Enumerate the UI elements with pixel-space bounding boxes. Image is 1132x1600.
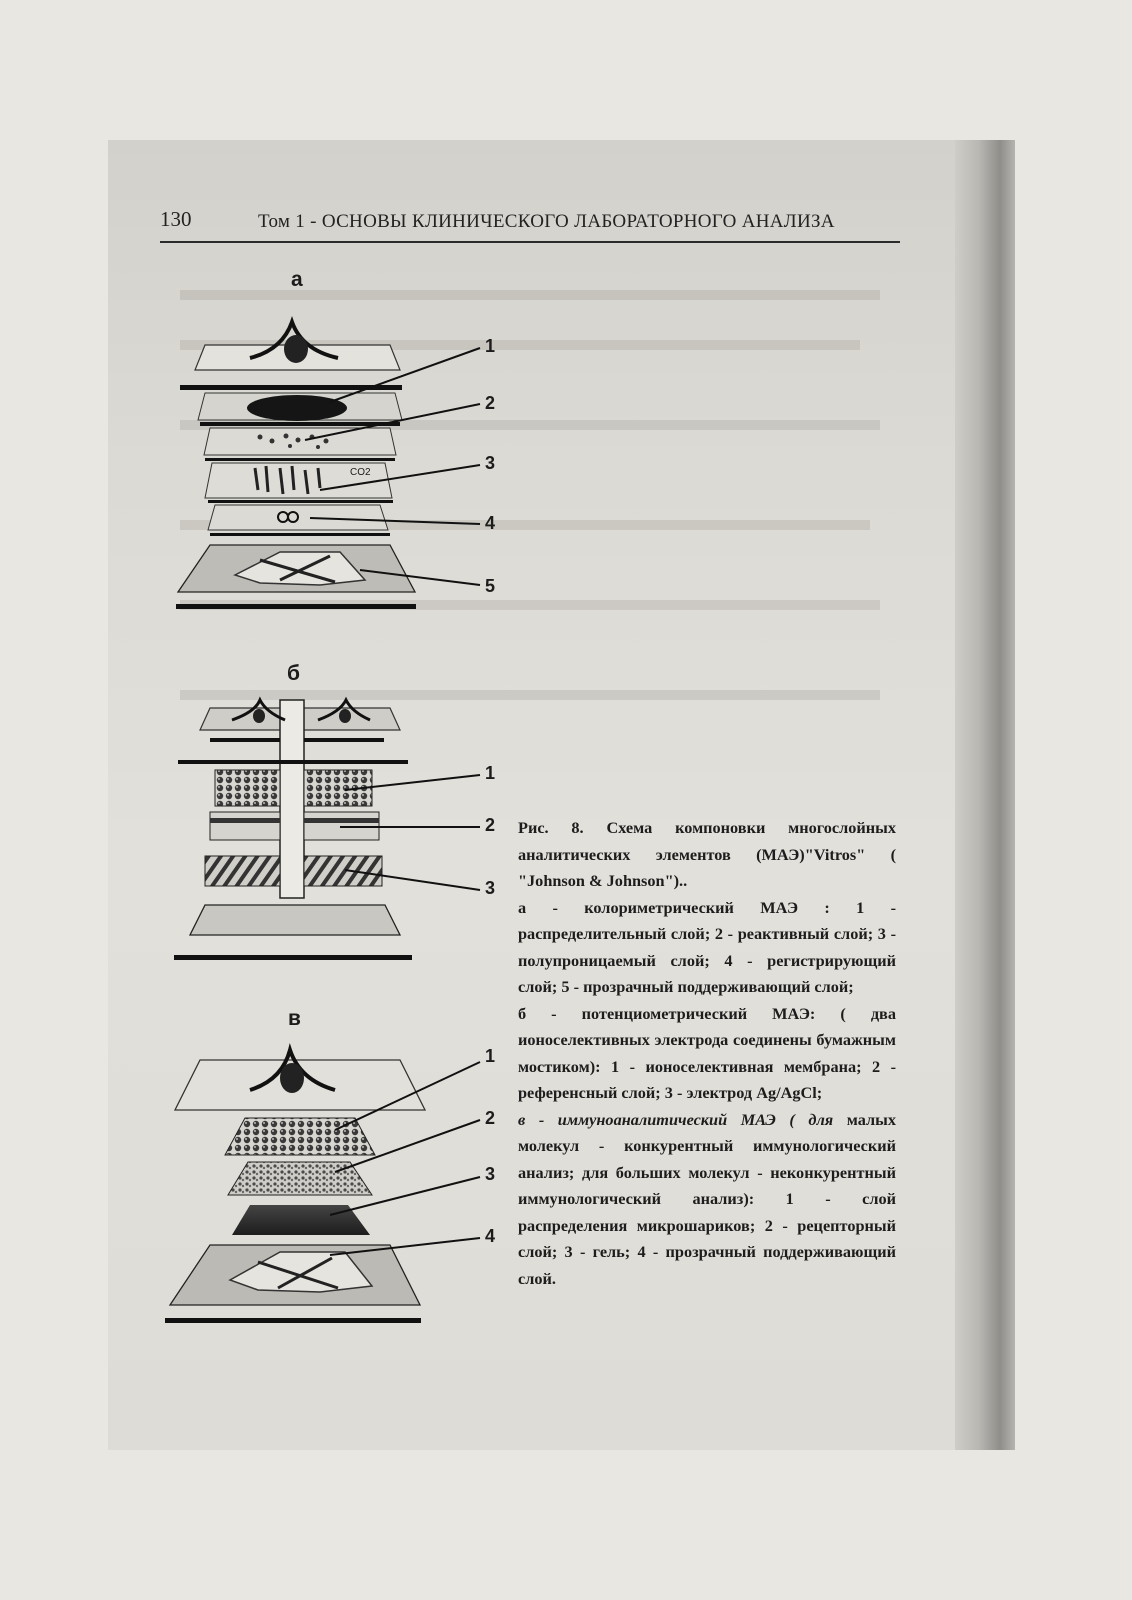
panel-b-base [190, 905, 400, 935]
panel-a-callout-3: 3 [485, 453, 496, 473]
panel-b-layer-1-membrane-left [215, 770, 280, 806]
running-title: Том 1 - ОСНОВЫ КЛИНИЧЕСКОГО ЛАБОРАТОРНОГО АНАЛИЗА [258, 211, 835, 232]
panel-b-callout-2: 2 [485, 815, 496, 835]
panel-b-layer-2-reference-left [210, 812, 280, 840]
panel-a-sample-drop [284, 335, 308, 363]
panel-a-diagram [176, 322, 480, 609]
page-number: 130 [160, 207, 192, 231]
panel-c-sample-drop [280, 1063, 304, 1093]
panel-b-layer-3-electrode-right [304, 856, 382, 886]
caption-title-paragraph [518, 815, 896, 895]
panel-b-callout-1: 1 [485, 763, 496, 783]
panel-c-callout-4: 4 [485, 1226, 496, 1246]
caption-lead: Рис. 8. [518, 818, 584, 837]
panel-c-layer-1-microspheres [225, 1118, 375, 1155]
panel-a-letter: а [291, 268, 303, 291]
caption-part-b: б - потенциометрический МАЭ: ( два ионоселективных электрода соединены бумажным мостиком): 1 - ионоселективная мембрана; 2 - референсный слой; 3 - электрод Ag/AgCl; [518, 1003, 896, 1102]
panel-a-callout-2: 2 [485, 393, 496, 413]
panel-b-callout-3: 3 [485, 878, 496, 898]
panel-c-callout-3: 3 [485, 1164, 496, 1184]
panel-b-letter: б [287, 662, 300, 685]
figure-caption [518, 815, 896, 1292]
panel-c-callout-1: 1 [485, 1046, 496, 1066]
panel-c-letter: в [288, 1007, 301, 1030]
caption-part-v [518, 1107, 896, 1293]
caption-part-v-italic: в - иммуноаналитический МАЭ ( для [518, 1109, 834, 1129]
panel-a-callout-5: 5 [485, 576, 496, 596]
panel-c-callout-2: 2 [485, 1108, 496, 1128]
caption-part-v-rest: малых молекул - конкурентный иммунологический анализ; для больших молекул - неконкурентный иммунологический анализ): 1 - слой распределения микрошариков; 2 - рецепторный слой; 3 - гель; 4 - прозрачный поддерживающий слой. [518, 1109, 896, 1288]
panel-c-diagram [165, 1050, 480, 1323]
panel-a-callout-4: 4 [485, 513, 496, 533]
panel-b-diagram [174, 700, 480, 960]
panel-a-callout-1: 1 [485, 336, 496, 356]
panel-b-layer-3-electrode-left [205, 856, 280, 886]
caption-part-a: а - колориметрический МАЭ : 1 - распределительный слой; 2 - реактивный слой; 3 - полупроницаемый слой; 4 - регистрирующий слой; 5 - прозрачный поддерживающий слой; [518, 897, 896, 996]
caption-title: Схема компоновки многослойных аналитических элементов (МАЭ)"Vitros" ( "Johnson & Johnson").. [518, 818, 896, 890]
panel-b-paper-bridge [280, 700, 304, 898]
panel-a-co2-label: CO2 [350, 467, 371, 478]
panel-a-layer-1-distribution [247, 395, 347, 421]
